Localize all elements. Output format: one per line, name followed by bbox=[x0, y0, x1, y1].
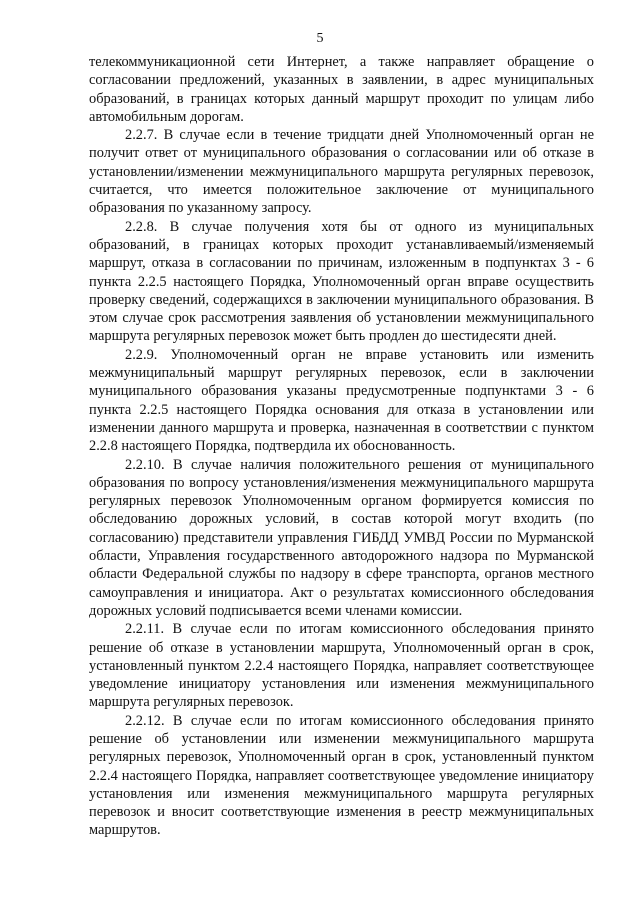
paragraph-2-2-10: 2.2.10. В случае наличия положительного решения от муниципального образования по вопросу установления/изменения межмуниципального маршрута регулярных перевозок Уполномоченным органом формируется комиссия по обследованию дорожных условий, в состав которой могут входить (по согласованию) представители управления ГИБДД УМВД России по Мурманской области, Управления государственного автодорожного надзора по Мурманской области Федеральной службы по надзору в сфере транспорта, органов местного самоуправления и инициатора. Акт о результатах комиссионного обследования дорожных условий подписывается всеми членами комиссии. bbox=[89, 456, 594, 619]
paragraph-2-2-7: 2.2.7. В случае если в течение тридцати дней Уполномоченный орган не получит ответ от муниципального образования о согласовании или об отказе в установлении/изменении межмуниципального маршрута регулярных перевозок, считается, что имеется положительное заключение от муниципального образования по указанному запросу. bbox=[89, 127, 594, 217]
paragraph-2-2-12: 2.2.12. В случае если по итогам комиссионного обследования принято решение об установлении или изменении межмуниципального маршрута регулярных перевозок, Уполномоченный орган в срок, установленный пунктом 2.2.4 настоящего Порядка, направляет соответствующее уведомление инициатору установления или изменения межмуниципального маршрута регулярных перевозок и вносит соответствующие изменения в реестр межмуниципальных маршрутов. bbox=[89, 712, 594, 839]
document-body bbox=[89, 53, 594, 840]
page-number: 5 bbox=[316, 31, 324, 46]
paragraph-2-2-9: 2.2.9. Уполномоченный орган не вправе установить или изменить межмуниципальный маршрут регулярных перевозок, если в заключении муниципального образования указаны предусмотренные подпунктами 3 - 6 пункта 2.2.5 настоящего Порядка основания для отказа в установлении или изменении данного маршрута и проверка, назначенная в соответствии с пунктом 2.2.8 настоящего Порядка, подтвердила их обоснованность. bbox=[89, 346, 594, 455]
paragraph-2-2-8: 2.2.8. В случае получения хотя бы от одного из муниципальных образований, в границах которых проходит устанавливаемый/изменяемый маршрут, отказа в согласовании по причинам, изложенным в подпунктах 3 - 6 пункта 2.2.5 настоящего Порядка, Уполномоченный орган вправе осуществить проверку сведений, содержащихся в заключении муниципального образования. В этом случае срок рассмотрения заявления об установлении межмуниципального маршрута регулярных перевозок может быть продлен до шестидесяти дней. bbox=[89, 218, 594, 345]
paragraph-continuation: телекоммуникационной сети Интернет, а также направляет обращение о согласовании предложений, указанных в заявлении, в адрес муниципальных образований, в границах которых данный маршрут проходит по улицам либо автомобильным дорогам. bbox=[89, 54, 594, 125]
paragraph-2-2-11: 2.2.11. В случае если по итогам комиссионного обследования принято решение об отказе в установлении маршрута, Уполномоченный орган в срок, установленный пунктом 2.2.4 настоящего Порядка, направляет соответствующее уведомление инициатору установления или изменения межмуниципального маршрута регулярных перевозок. bbox=[89, 621, 594, 711]
